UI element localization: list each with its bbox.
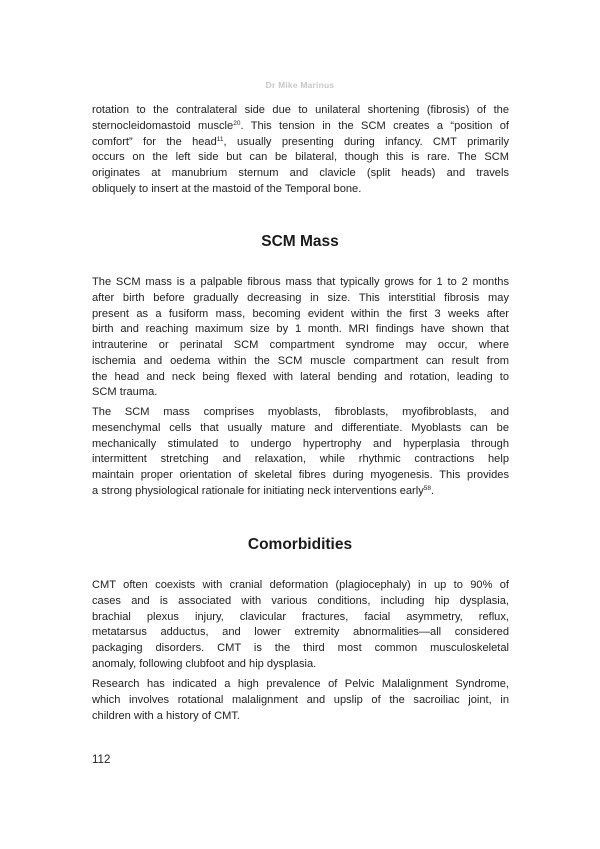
text-line: children with a history of CMT. xyxy=(92,709,240,722)
text-line: ischemia and oedema within the SCM muscle compartment can result from xyxy=(92,354,509,367)
section-heading-scm-mass: SCM Mass xyxy=(261,233,339,250)
text-line: maintain proper orientation of skeletal fibres during myogenesis. This provides xyxy=(92,469,509,481)
text-line: Research has indicated a high prevalence of Pelvic Malalignment Syndrome, xyxy=(92,678,509,690)
text-line: The SCM mass comprises myoblasts, fibroblasts, myofibroblasts, and xyxy=(92,406,509,418)
citation-reference: 20 xyxy=(233,119,241,127)
text-line: present as a fusiform mass, becoming evident within the first 3 weeks after xyxy=(92,307,509,320)
comorbidities-paragraph-1 xyxy=(92,578,509,673)
text-line: obliquely to insert at the mastoid of the Temporal bone. xyxy=(92,182,362,195)
page-number: 112 xyxy=(92,754,111,766)
text-line: mesenchymal cells that usually mature and differentiate. Myoblasts can be xyxy=(92,421,509,434)
text-line: intermittent stretching and relaxation, while rhythmic contractions help xyxy=(92,453,509,466)
text-line: packaging disorders. CMT is the third most common musculoskeletal xyxy=(92,642,509,654)
text-line: after birth before gradually decreasing in size. This interstitial fibrosis may xyxy=(92,291,509,304)
text-line: comfort” for the head$^{11}$, usually presenting during infancy. CMT primarily xyxy=(92,135,509,148)
text-line: cases and is associated with various conditions, including hip dysplasia, xyxy=(92,594,509,607)
citation-reference: 11 xyxy=(216,135,224,143)
section-heading-comorbidities: Comorbidities xyxy=(247,536,353,553)
scm-mass-paragraph-2 xyxy=(92,405,509,500)
text-line: originates at manubrium sternum and clavicle (split heads) and travels xyxy=(92,167,509,179)
scm-mass-paragraph-1 xyxy=(92,275,509,401)
text-line: rotation to the contralateral side due to unilateral shortening (fibrosis) of the xyxy=(92,104,509,116)
citation-reference: 58 xyxy=(423,484,431,492)
text-line: which involves rotational malalignment and upslip of the sacroiliac joint, in xyxy=(92,693,509,706)
text-line: The SCM mass is a palpable fibrous mass that typically grows for 1 to 2 months xyxy=(92,276,509,288)
text-line: anomaly, following clubfoot and hip dysplasia. xyxy=(92,657,317,670)
running-header: Dr Mike Marinus xyxy=(265,80,335,90)
text-line: SCM trauma. xyxy=(92,386,158,399)
text-line: birth and reaching maximum size by 1 month. MRI findings have shown that xyxy=(92,323,509,336)
text-line: a strong physiological rationale for initiating neck interventions early$^{58}$. xyxy=(92,484,435,497)
text-line: mechanically stimulated to undergo hypertrophy and hyperplasia through xyxy=(92,437,509,450)
text-line: brachial plexus injury, clavicular fractures, facial asymmetry, reflux, xyxy=(92,610,509,623)
text-line: the head and neck being flexed with lateral bending and rotation, leading to xyxy=(92,370,509,383)
text-line: CMT often coexists with cranial deformation (plagiocephaly) in up to 90% of xyxy=(92,579,509,591)
text-line: metatarsus adductus, and lower extremity abnormalities—all considered xyxy=(92,626,509,639)
text-line: sternocleidomastoid muscle$^{20}$. This tension in the SCM creates a “position of xyxy=(92,119,510,132)
text-line: occurs on the left side but can be bilateral, though this is rare. The SCM xyxy=(92,151,509,164)
comorbidities-paragraph-2 xyxy=(92,677,509,724)
text-line: intrauterine or perinatal SCM compartment syndrome may occur, where xyxy=(92,339,509,351)
intro-paragraph xyxy=(92,103,509,198)
